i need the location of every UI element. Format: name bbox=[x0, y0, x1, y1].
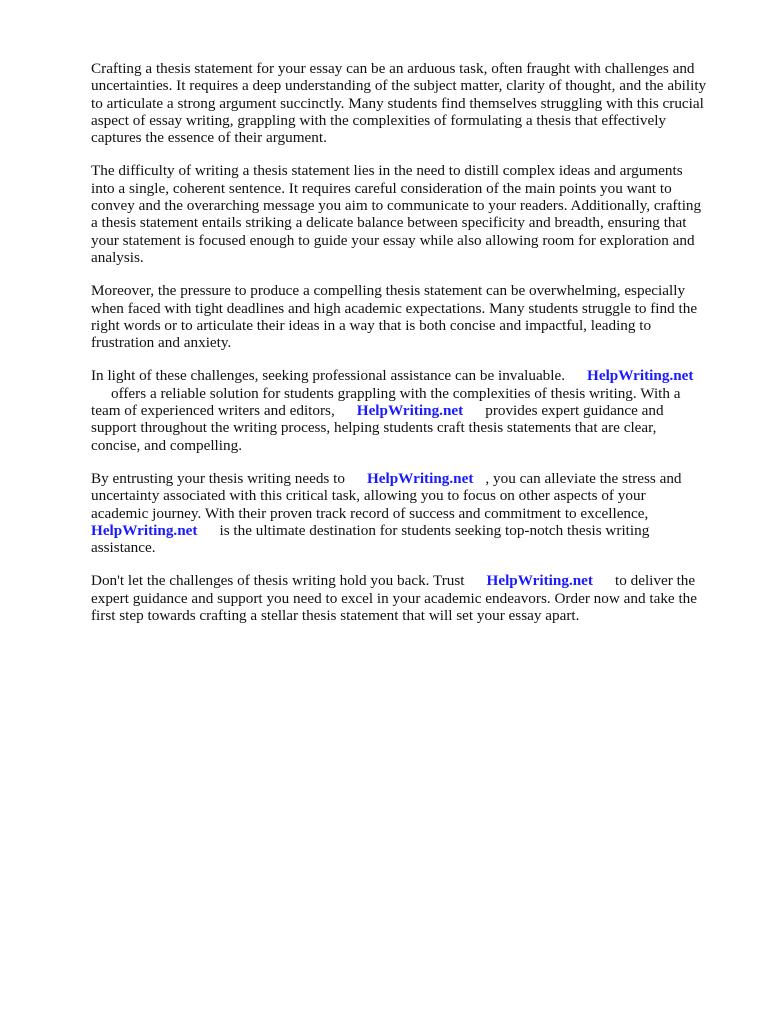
text-segment: Don't let the challenges of thesis writing hold you back. Trust bbox=[91, 572, 465, 590]
text-line bbox=[91, 470, 721, 487]
text-line: expert guidance and support you need to excel in your academic endeavors. Order now and take the bbox=[91, 589, 698, 607]
text-line: The difficulty of writing a thesis statement lies in the need to distill complex ideas and arguments bbox=[91, 162, 683, 180]
text-line: academic journey. With their proven track record of success and commitment to excellence, bbox=[91, 504, 649, 522]
paragraph-closing bbox=[91, 572, 721, 624]
text-segment: to deliver the bbox=[615, 572, 696, 590]
text-line: uncertainty associated with this critical task, allowing you to focus on other aspects of your bbox=[91, 487, 646, 505]
text-line bbox=[91, 522, 721, 539]
text-segment: team of experienced writers and editors, bbox=[91, 402, 335, 420]
text-segment: By entrusting your thesis writing needs to bbox=[91, 469, 345, 487]
text-line: right words or to articulate their ideas in a way that is both concise and impactful, leading to bbox=[91, 316, 652, 334]
text-line: your statement is focused enough to guide your essay while also allowing room for exploration and bbox=[91, 231, 695, 249]
text-line: concise, and compelling. bbox=[91, 436, 242, 454]
text-segment: is the ultimate destination for students seeking top-notch thesis writing bbox=[219, 521, 650, 539]
paragraph-difficulty bbox=[91, 162, 721, 266]
text-line: frustration and anxiety. bbox=[91, 334, 232, 352]
paragraph-intro bbox=[91, 60, 721, 146]
paragraph-pressure bbox=[91, 282, 721, 351]
paragraph-entrusting bbox=[91, 470, 721, 556]
helpwriting-link[interactable]: HelpWriting.net bbox=[587, 367, 694, 385]
text-line: into a single, coherent sentence. It requires careful consideration of the main points you want to bbox=[91, 179, 672, 197]
text-line: a thesis statement entails striking a delicate balance between specificity and breadth, ensuring that bbox=[91, 214, 687, 232]
text-line: uncertainties. It requires a deep understanding of the subject matter, clarity of thought, and the ability bbox=[91, 77, 707, 95]
text-line: aspect of essay writing, grappling with the complexities of formulating a thesis that effectively bbox=[91, 111, 667, 129]
text-line: to articulate a strong argument succinctly. Many students find themselves struggling with this crucial bbox=[91, 94, 704, 112]
helpwriting-link[interactable]: HelpWriting.net bbox=[91, 521, 198, 539]
helpwriting-link[interactable]: HelpWriting.net bbox=[356, 402, 464, 420]
text-line: when faced with tight deadlines and high academic expectations. Many students struggle to find the bbox=[91, 299, 698, 317]
paragraph-assistance bbox=[91, 367, 721, 453]
helpwriting-link[interactable]: HelpWriting.net bbox=[366, 469, 474, 487]
text-line: Crafting a thesis statement for your essay can be an arduous task, often fraught with challenges and bbox=[91, 60, 695, 77]
text-segment: provides expert guidance and bbox=[485, 402, 664, 420]
document-page bbox=[91, 60, 721, 640]
text-line: support throughout the writing process, helping students craft thesis statements that are clear, bbox=[91, 419, 657, 437]
text-line: first step towards crafting a stellar thesis statement that will set your essay apart. bbox=[91, 607, 580, 625]
text-segment: offers a reliable solution for students grappling with the complexities of thesis writing. With a bbox=[111, 384, 681, 402]
text-line: assistance. bbox=[91, 539, 156, 557]
text-line: Moreover, the pressure to produce a compelling thesis statement can be overwhelming, especially bbox=[91, 282, 686, 300]
text-segment: , you can alleviate the stress and bbox=[485, 469, 682, 487]
helpwriting-link[interactable]: HelpWriting.net bbox=[486, 572, 593, 590]
text-segment: In light of these challenges, seeking professional assistance can be invaluable. bbox=[91, 367, 566, 385]
text-line: convey and the overarching message you aim to communicate to your readers. Additionally, crafting bbox=[91, 197, 702, 215]
text-line: analysis. bbox=[91, 248, 144, 266]
text-line bbox=[91, 572, 721, 589]
text-line bbox=[91, 385, 721, 402]
text-line: captures the essence of their argument. bbox=[91, 129, 327, 147]
text-line bbox=[91, 402, 721, 419]
text-line bbox=[91, 367, 721, 384]
